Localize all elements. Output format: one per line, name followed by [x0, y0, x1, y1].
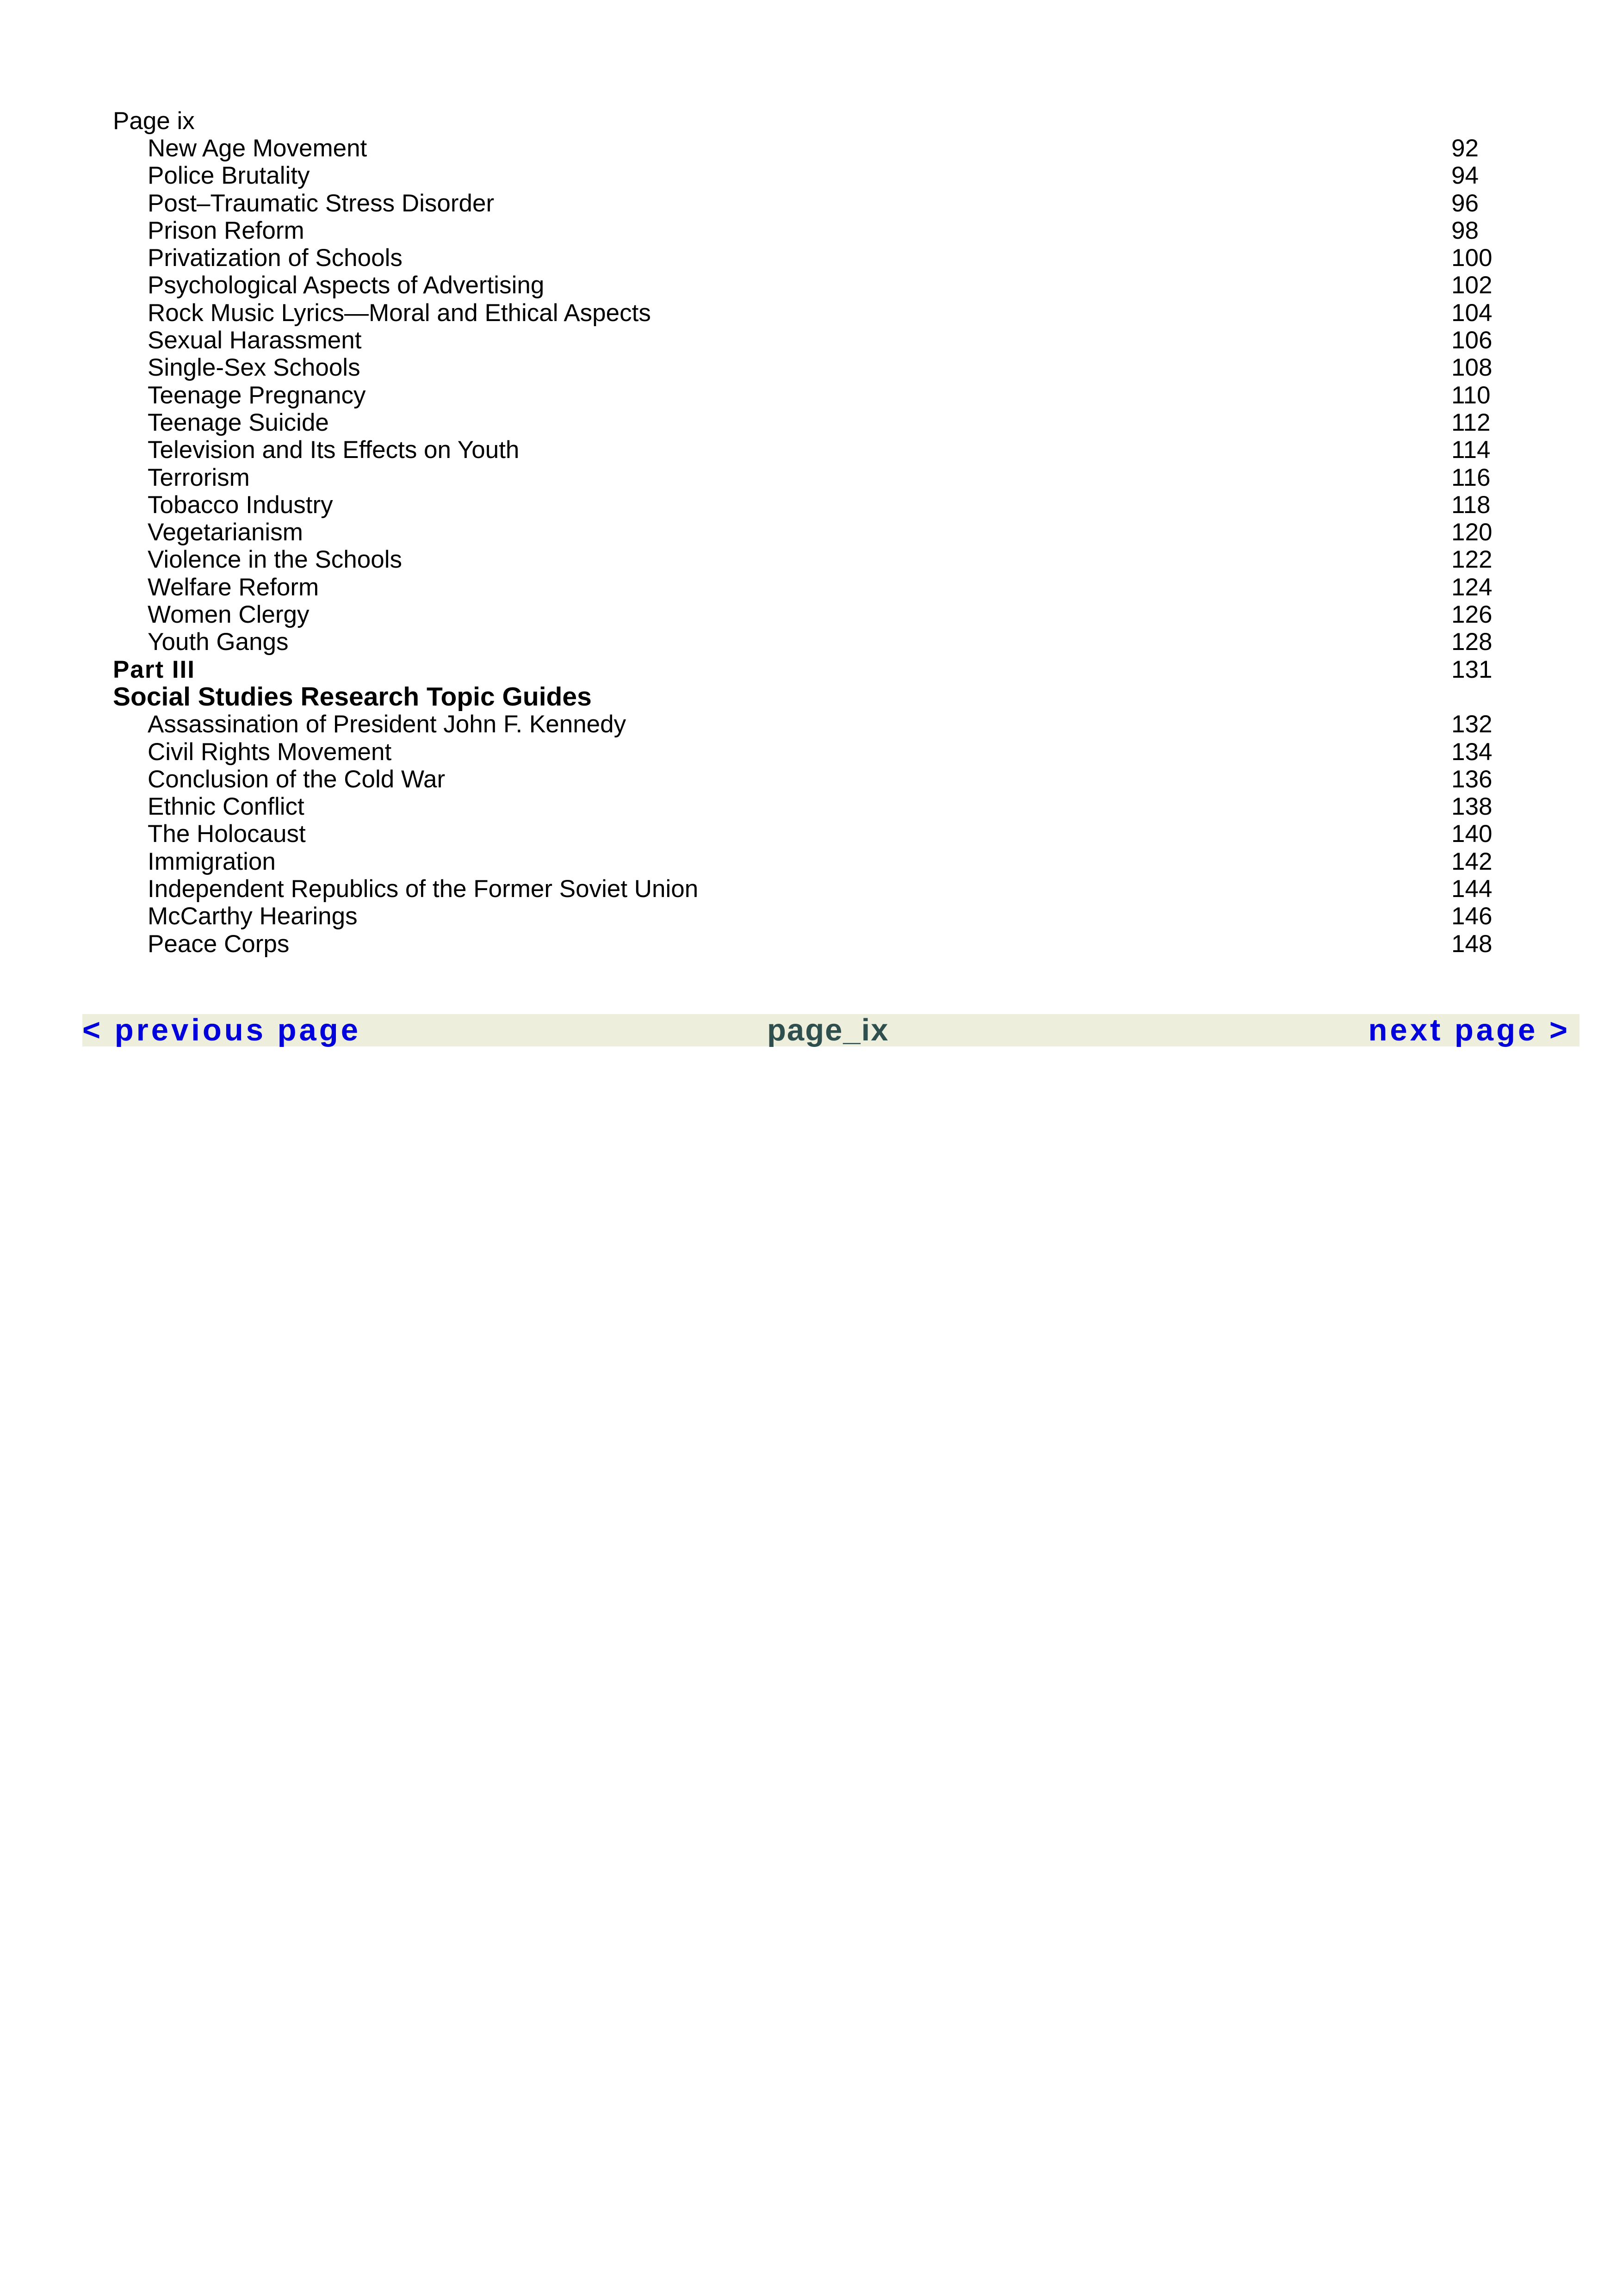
toc-entry-title[interactable]: Violence in the Schools — [148, 546, 403, 574]
toc-entry-page: 104 — [1451, 299, 1493, 327]
toc-entry-page: 114 — [1451, 436, 1491, 464]
toc-entry-page: 120 — [1451, 519, 1493, 546]
table-of-contents — [113, 135, 1501, 958]
toc-entry-page: 102 — [1451, 272, 1493, 299]
toc-entry[interactable] — [113, 820, 1501, 848]
toc-entry-title[interactable]: Vegetarianism — [148, 519, 303, 546]
toc-entry[interactable] — [113, 903, 1501, 930]
toc-entry-page: 138 — [1451, 793, 1493, 821]
toc-entry-title[interactable]: Women Clergy — [148, 601, 310, 629]
previous-page-link[interactable]: < previous page — [82, 1013, 361, 1047]
toc-entry[interactable] — [113, 930, 1501, 958]
toc-entry-title[interactable]: McCarthy Hearings — [148, 903, 358, 930]
page-navigation-bar — [82, 1014, 1580, 1046]
toc-entry-page: 118 — [1451, 491, 1491, 519]
toc-entry-page: 106 — [1451, 327, 1493, 354]
toc-entry-page: 108 — [1451, 354, 1493, 382]
section-title: Social Studies Research Topic Guides — [113, 681, 592, 712]
toc-section-heading — [113, 683, 1501, 711]
toc-entry[interactable] — [113, 244, 1501, 272]
toc-entry-page: 134 — [1451, 738, 1493, 766]
toc-entry[interactable] — [113, 738, 1501, 766]
toc-entry[interactable] — [113, 299, 1501, 327]
toc-entry-page: 116 — [1451, 464, 1491, 491]
toc-entry-page: 148 — [1451, 930, 1493, 958]
toc-entry[interactable] — [113, 601, 1501, 628]
next-page-link[interactable]: next page > — [1368, 1013, 1570, 1047]
toc-entry-title[interactable]: Independent Republics of the Former Soviet Union — [148, 875, 699, 903]
toc-entry[interactable] — [113, 217, 1501, 244]
toc-entry[interactable] — [113, 190, 1501, 217]
toc-entry[interactable] — [113, 436, 1501, 464]
toc-entry-page: 124 — [1451, 573, 1493, 601]
toc-part-heading[interactable] — [113, 656, 1501, 683]
toc-entry-page: 128 — [1451, 628, 1493, 656]
toc-entry-title[interactable]: Post–Traumatic Stress Disorder — [148, 189, 495, 217]
toc-entry-title[interactable]: Privatization of Schools — [148, 244, 403, 272]
toc-entry-title[interactable]: Single-Sex Schools — [148, 354, 360, 382]
toc-entry-page: 142 — [1451, 848, 1493, 875]
toc-entry-page: 122 — [1451, 546, 1493, 574]
current-page-indicator: page_ix — [767, 1013, 889, 1047]
toc-entry-title[interactable]: Welfare Reform — [148, 573, 319, 601]
toc-entry-page: 146 — [1451, 903, 1493, 930]
toc-entry-title[interactable]: Tobacco Industry — [148, 491, 333, 519]
toc-entry-title[interactable]: Peace Corps — [148, 930, 290, 958]
toc-entry-title[interactable]: Psychological Aspects of Advertising — [148, 272, 545, 299]
toc-entry[interactable] — [113, 574, 1501, 601]
toc-entry[interactable] — [113, 409, 1501, 436]
part-page: 131 — [1451, 656, 1493, 683]
page-label: Page ix — [113, 107, 195, 135]
toc-entry-page: 136 — [1451, 765, 1493, 793]
toc-entry-title[interactable]: Police Brutality — [148, 162, 310, 190]
toc-entry[interactable] — [113, 162, 1501, 189]
toc-entry-title[interactable]: New Age Movement — [148, 135, 367, 162]
toc-entry-page: 144 — [1451, 875, 1493, 903]
toc-entry-page: 96 — [1451, 189, 1479, 217]
toc-entry[interactable] — [113, 875, 1501, 903]
toc-entry-page: 112 — [1451, 408, 1491, 436]
toc-entry-page: 126 — [1451, 601, 1493, 629]
toc-entry-page: 94 — [1451, 162, 1479, 190]
toc-entry[interactable] — [113, 628, 1501, 656]
part-title[interactable]: Part III — [113, 656, 196, 683]
toc-entry-page: 100 — [1451, 244, 1493, 272]
toc-entry[interactable] — [113, 711, 1501, 738]
toc-entry-title[interactable]: Sexual Harassment — [148, 327, 362, 354]
toc-entry[interactable] — [113, 491, 1501, 519]
toc-entry-title[interactable]: Conclusion of the Cold War — [148, 765, 446, 793]
toc-entry-title[interactable]: Youth Gangs — [148, 628, 289, 656]
toc-entry-title[interactable]: Immigration — [148, 848, 276, 875]
toc-entry-title[interactable]: Television and Its Effects on Youth — [148, 436, 520, 464]
toc-entry[interactable] — [113, 272, 1501, 299]
toc-entry[interactable] — [113, 327, 1501, 354]
toc-entry-title[interactable]: Assassination of President John F. Kennedy — [148, 711, 626, 738]
toc-entry-page: 98 — [1451, 217, 1479, 244]
toc-entry-page: 92 — [1451, 135, 1479, 162]
toc-entry[interactable] — [113, 848, 1501, 875]
toc-entry[interactable] — [113, 382, 1501, 409]
toc-entry-page: 140 — [1451, 820, 1493, 848]
toc-entry[interactable] — [113, 519, 1501, 546]
toc-entry-title[interactable]: Teenage Pregnancy — [148, 381, 366, 409]
toc-entry[interactable] — [113, 766, 1501, 793]
toc-entry-title[interactable]: Ethnic Conflict — [148, 793, 304, 821]
toc-entry[interactable] — [113, 546, 1501, 573]
toc-entry-title[interactable]: The Holocaust — [148, 820, 306, 848]
toc-entry-title[interactable]: Civil Rights Movement — [148, 738, 392, 766]
toc-entry-title[interactable]: Prison Reform — [148, 217, 304, 244]
toc-entry[interactable] — [113, 464, 1501, 491]
toc-entry-title[interactable]: Teenage Suicide — [148, 408, 329, 436]
toc-entry-page: 110 — [1451, 381, 1491, 409]
toc-entry-page: 132 — [1451, 711, 1493, 738]
toc-entry-title[interactable]: Rock Music Lyrics—Moral and Ethical Aspects — [148, 299, 651, 327]
toc-entry-title[interactable]: Terrorism — [148, 464, 250, 491]
toc-entry[interactable] — [113, 793, 1501, 820]
toc-entry[interactable] — [113, 135, 1501, 162]
toc-entry[interactable] — [113, 354, 1501, 381]
